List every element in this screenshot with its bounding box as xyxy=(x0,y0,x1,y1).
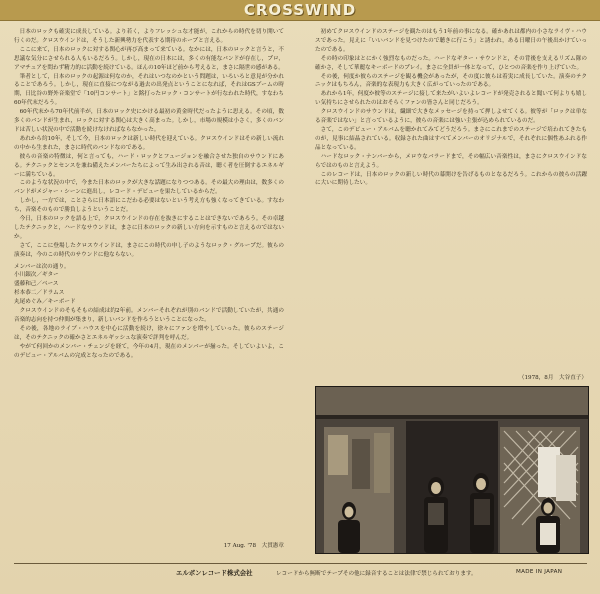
paragraph: その時の印象はとにかく強烈なものだった。ハードなギター・サウンドと，その背後を支えるリズム隊の確かさ，そして華麗なキーボードのプレイ。まさに全員が一体となって，ひとつの音楽を作り上げていた。 xyxy=(315,55,587,71)
right-column xyxy=(315,28,587,362)
paragraph: 筆者として，日本のロックの起源は何なのか，それはいつなのかという問題は，いろいろと意見が分かれることであろう。しかし，現在に直接につながる過去の出発点ということになれば，それはGSブームの時期，日比谷の野外音楽堂で「10円コンサート」と銘打ったロック・コンサートが行なわれた時代，すなわち60年代末だろう。 xyxy=(14,73,284,107)
member-list xyxy=(14,263,284,308)
paragraph: さて，このデビュー・アルバムを聴かれてみてどうだろう。まさにこれまでのステージで培われてきたものが，見事に結晶されている。収録された曲はすべてメンバーのオリジナルで，それぞれに個性あふれる作品となっている。 xyxy=(315,126,587,151)
paragraph: 60年代末から70年代前半が，日本のロック史にかける最初の黄金時代だったように思える。その頃，数多くのバンドが生まれ，ロックに対する関心は大きく高まった。しかし，市場の規模は小さく，多くのバンドは苦しい状況の中で活動を続けなければならなかった。 xyxy=(14,109,284,133)
paragraph: このレコードは，日本のロックの新しい時代の幕開けを告げるものとなるだろう。これからの彼らの活躍に大いに期待したい。 xyxy=(315,171,587,187)
made-in-label: MADE IN JAPAN xyxy=(516,569,563,575)
left-paragraphs xyxy=(14,28,284,260)
paragraph: 今日，日本のロックを語る上で，クロスウインドの存在を抜きにすることはできないであろう。その卓越したテクニックと，ハードなサウンドは，まさに日本のロックの新しい方向を示すものと言えるのではないか。 xyxy=(14,216,284,240)
copyright-notice: レコードから無断でテープその他に録音することは法律で禁じられております。 xyxy=(276,571,477,577)
paragraph: その後，各地のライブ・ハウスを中心に活動を続け，徐々にファンを増やしていった。彼らのステージは，そのテクニックの確かさとエネルギッシュな演奏で評判を呼んだ。 xyxy=(14,325,284,341)
paragraph: クロスウインドのサウンドは，繊細で大きなメッセージを持って押しよせてくる。彼等が「ロックは単なる音楽ではない」と言っているように，彼らの音楽には強い主張が込められているのだ。 xyxy=(315,109,587,125)
paragraph: クロスウインドのそもそもの結成は約2年前。メンバーそれぞれが別のバンドで活動していたが，共通の音楽的志向を持つ仲間が集まり，新しいバンドを作ろうということになった。 xyxy=(14,308,284,323)
band-logo: CROSSWIND xyxy=(243,1,357,19)
member-entry: 盛藤和己／ベース xyxy=(14,281,59,288)
footer-divider xyxy=(14,563,587,564)
record-company: エルボンレコード株式会社 xyxy=(176,569,253,577)
paragraph: やがて何回かのメンバー・チェンジを経て，今年の4月，現在のメンバーが揃った。そしていよいよ，このデビュー・アルバムの完成となったのである。 xyxy=(14,343,284,359)
right-signature: （1978，8月 大谷直子） xyxy=(518,375,587,381)
band-photo-illustration xyxy=(316,387,588,553)
left-signature: 17 Aug. '78 大貫憲章 xyxy=(223,543,284,549)
paragraph: 初めてクロスウインドのステージを観たのはもう1年前の事になる。確かあれは都内の小さなライヴ・ハウスであった。見えに「いいバンドを見つけたので聴きに行こう」と誘われ，ある日曜日の午後出かけていったのである。 xyxy=(315,29,587,53)
paragraph: ここに来て，日本のロックに対する関心が再び高まって来ている。なかには，日本のロックと言うと，不思議な気分にさせられる人もいるだろう。しかし，現在の日本には，多くの有能なバンドが存在し，プロ，アマチュアを問わず精力的に活動を続けている。ほんの10年ほど前から考えると，まさに隔世の感がある。 xyxy=(14,46,284,71)
paragraph: その後，何度か彼らのステージを観る機会があったが，その度に彼らは着実に成長していた。演奏のテクニックはもちろん，音楽的な表現力も大きく広がっていったのである。 xyxy=(315,73,587,89)
member-entry: 小川銀次／ギター xyxy=(14,272,59,279)
left-closing-paragraphs xyxy=(14,307,284,360)
band-photo xyxy=(315,386,589,554)
paragraph: ハードなロック・ナンバーから，メロウなバラードまで，その幅広い音楽性は，まさにクロスウインドならではのものと言えよう。 xyxy=(315,153,587,169)
paragraph: しかし，一方では，ことさらに日本語にこだわる必要はないという考え方も強くなってきている。すなわち，音楽そのもので勝負しようということだ。 xyxy=(14,198,284,214)
paragraph: さて，ここに登場したクロスウインドは，まさにこの時代の申し子のようなロック・グループだ。彼らの演奏は，今のこの時代のサウンドに他ならない。 xyxy=(14,242,284,258)
paragraph: あれから1年，何度か彼等のステージに接して来たがいよいよレコードが発売されると聞いて何よりも嬉しい気持ちにさせられたのはおそらくファンの皆さんと同じだろう。 xyxy=(315,91,587,107)
members-label: メンバーは次の通り。 xyxy=(14,263,70,270)
paragraph: 日本のロックも確実に成長している。より若く，よりフレッシュな才能が，これからの時代を切り開いて行くのだ。クロスウインドは，そうした新興勢力を代表する期待のホープと言える。 xyxy=(14,29,284,44)
paragraph: 彼らの音楽の特徴は，何と言っても，ハード・ロックとフュージョンを融合させた独自のサウンドにある。テクニックとセンスを兼ね備えたメンバーたちによって生み出される音は，聴く者を圧倒するエネルギーに満ちている。 xyxy=(14,153,284,178)
right-paragraphs xyxy=(315,28,587,188)
paragraph: あれから約10年，そして今，日本のロックは新しい時代を迎えている。クロスウインドはその新しい流れの中から生まれた，まさに時代のバンドなのである。 xyxy=(14,135,284,151)
left-column xyxy=(14,28,284,556)
paragraph: このような状況の中で，今また日本のロックが大きな話題になりつつある。その最大の理由は，数多くのバンドがメジャー・シーンに進出し，レコード・デビューを果たしているからだ。 xyxy=(14,180,284,196)
member-entry: 丸尾めぐみ／キーボード xyxy=(14,299,76,306)
member-entry: 杉本恭二／ドラムス xyxy=(14,290,65,297)
footer xyxy=(0,567,600,581)
